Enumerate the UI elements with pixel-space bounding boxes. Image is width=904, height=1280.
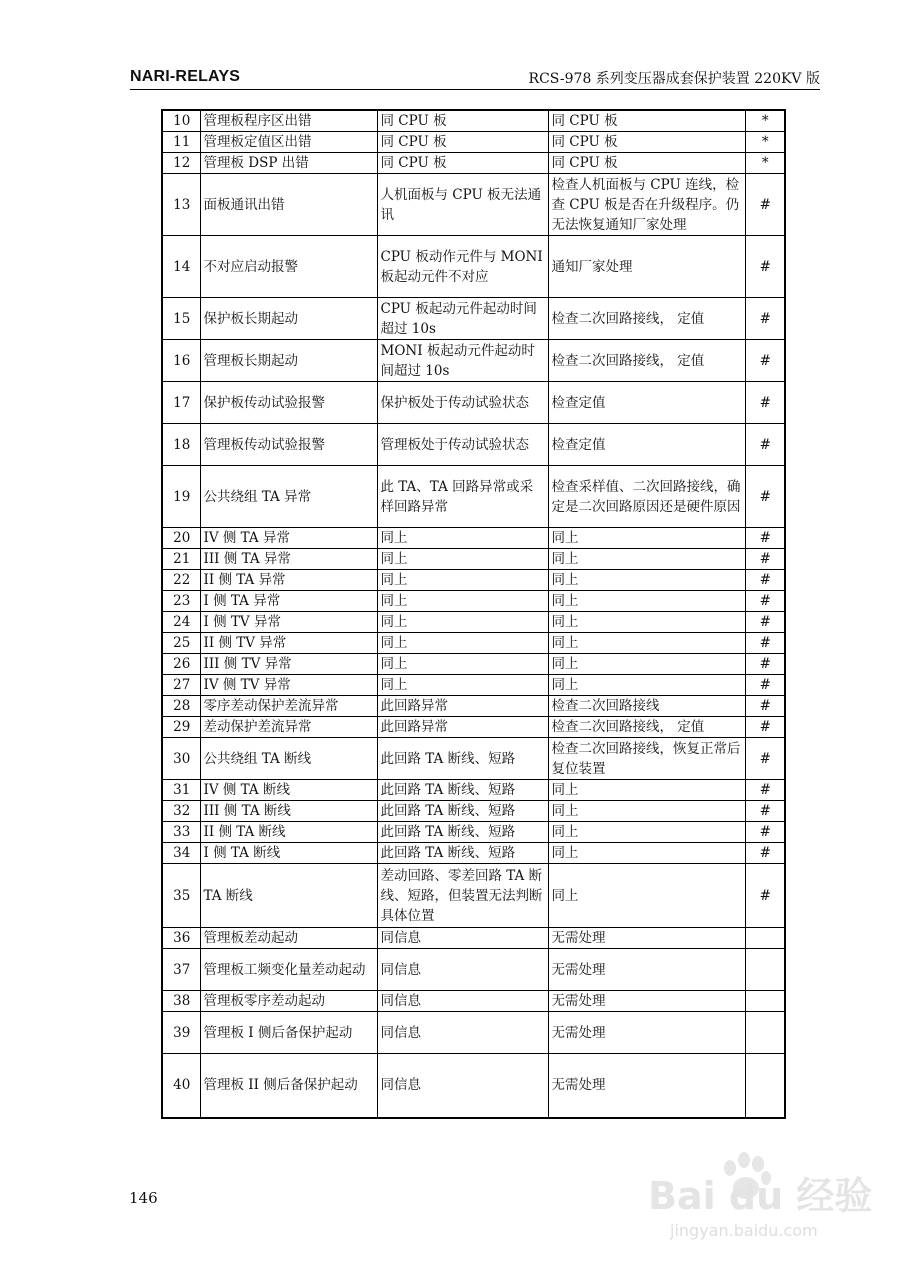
signal-name-cell: 保护板传动试验报警: [200, 382, 377, 424]
handling-action-cell: 同上: [548, 612, 745, 633]
table-row: [162, 466, 785, 528]
mark-symbol-cell: *: [745, 110, 785, 132]
row-number-cell: 26: [162, 654, 200, 675]
mark-symbol-cell: #: [745, 340, 785, 382]
fault-reason-cell: 此 TA、TA 回路异常或采样回路异常: [377, 466, 548, 528]
handling-action-cell: 无需处理: [548, 928, 745, 949]
table-row: [162, 928, 785, 949]
table-row: [162, 843, 785, 864]
table-row: [162, 1012, 785, 1054]
page-number: 146: [129, 1189, 158, 1207]
row-number-cell: 33: [162, 822, 200, 843]
handling-action-cell: 同上: [548, 675, 745, 696]
row-number-cell: 37: [162, 949, 200, 991]
signal-name-cell: I 侧 TA 异常: [200, 591, 377, 612]
row-number-cell: 10: [162, 110, 200, 132]
table-row: [162, 822, 785, 843]
mark-symbol-cell: #: [745, 382, 785, 424]
handling-action-cell: 检查二次回路接线， 定值: [548, 717, 745, 738]
mark-symbol-cell: #: [745, 174, 785, 236]
row-number-cell: 23: [162, 591, 200, 612]
table-row: [162, 591, 785, 612]
mark-symbol-cell: *: [745, 153, 785, 174]
row-number-cell: 15: [162, 298, 200, 340]
handling-action-cell: 检查二次回路接线， 定值: [548, 340, 745, 382]
mark-symbol-cell: #: [745, 549, 785, 570]
table-row: [162, 864, 785, 928]
mark-symbol-cell: #: [745, 864, 785, 928]
fault-reason-cell: 此回路 TA 断线、短路: [377, 738, 548, 780]
handling-action-cell: 同上: [548, 801, 745, 822]
handling-action-cell: 同上: [548, 864, 745, 928]
fault-reason-cell: 人机面板与 CPU 板无法通讯: [377, 174, 548, 236]
row-number-cell: 18: [162, 424, 200, 466]
table-row: [162, 675, 785, 696]
table-row: [162, 528, 785, 549]
handling-action-cell: 同上: [548, 843, 745, 864]
row-number-cell: 39: [162, 1012, 200, 1054]
fault-reason-cell: 同信息: [377, 1054, 548, 1118]
row-number-cell: 20: [162, 528, 200, 549]
row-number-cell: 35: [162, 864, 200, 928]
fault-reason-cell: 同 CPU 板: [377, 110, 548, 132]
signal-name-cell: TA 断线: [200, 864, 377, 928]
mark-symbol-cell: [745, 928, 785, 949]
row-number-cell: 24: [162, 612, 200, 633]
table-row: [162, 340, 785, 382]
row-number-cell: 31: [162, 780, 200, 801]
watermark-url: jingyan.baidu.com: [670, 1221, 818, 1240]
table-row: [162, 654, 785, 675]
mark-symbol-cell: #: [745, 801, 785, 822]
row-number-cell: 13: [162, 174, 200, 236]
mark-symbol-cell: #: [745, 696, 785, 717]
fault-reason-cell: 同 CPU 板: [377, 153, 548, 174]
fault-reason-cell: 管理板处于传动试验状态: [377, 424, 548, 466]
fault-reason-cell: CPU 板起动元件起动时间超过 10s: [377, 298, 548, 340]
row-number-cell: 14: [162, 236, 200, 298]
fault-reason-cell: 此回路异常: [377, 717, 548, 738]
mark-symbol-cell: #: [745, 612, 785, 633]
table-row: [162, 612, 785, 633]
mark-symbol-cell: #: [745, 738, 785, 780]
signal-name-cell: 公共绕组 TA 异常: [200, 466, 377, 528]
signal-name-cell: II 侧 TA 异常: [200, 570, 377, 591]
table-row: [162, 382, 785, 424]
handling-action-cell: 检查采样值、二次回路接线，确定是二次回路原因还是硬件原因: [548, 466, 745, 528]
signal-name-cell: III 侧 TA 异常: [200, 549, 377, 570]
alarm-table: [161, 109, 786, 1119]
fault-reason-cell: 同上: [377, 528, 548, 549]
handling-action-cell: 同上: [548, 780, 745, 801]
table-row: [162, 738, 785, 780]
mark-symbol-cell: #: [745, 675, 785, 696]
signal-name-cell: IV 侧 TV 异常: [200, 675, 377, 696]
row-number-cell: 32: [162, 801, 200, 822]
mark-symbol-cell: #: [745, 654, 785, 675]
handling-action-cell: 同 CPU 板: [548, 153, 745, 174]
fault-reason-cell: 同上: [377, 570, 548, 591]
fault-reason-cell: 同信息: [377, 1012, 548, 1054]
signal-name-cell: 差动保护差流异常: [200, 717, 377, 738]
row-number-cell: 21: [162, 549, 200, 570]
handling-action-cell: 通知厂家处理: [548, 236, 745, 298]
mark-symbol-cell: [745, 991, 785, 1012]
row-number-cell: 22: [162, 570, 200, 591]
fault-reason-cell: 同上: [377, 591, 548, 612]
signal-name-cell: 管理板定值区出错: [200, 132, 377, 153]
fault-reason-cell: 同信息: [377, 928, 548, 949]
table-row: [162, 633, 785, 654]
mark-symbol-cell: #: [745, 822, 785, 843]
handling-action-cell: 检查人机面板与 CPU 连线，检查 CPU 板是否在升级程序。仍无法恢复通知厂家处理: [548, 174, 745, 236]
row-number-cell: 40: [162, 1054, 200, 1118]
mark-symbol-cell: #: [745, 591, 785, 612]
table-row: [162, 110, 785, 132]
fault-reason-cell: 同上: [377, 633, 548, 654]
fault-reason-cell: 同信息: [377, 949, 548, 991]
row-number-cell: 16: [162, 340, 200, 382]
table-row: [162, 549, 785, 570]
signal-name-cell: 零序差动保护差流异常: [200, 696, 377, 717]
fault-reason-cell: 此回路 TA 断线、短路: [377, 843, 548, 864]
signal-name-cell: 管理板差动起动: [200, 928, 377, 949]
signal-name-cell: 保护板长期起动: [200, 298, 377, 340]
fault-reason-cell: 此回路异常: [377, 696, 548, 717]
table-row: [162, 801, 785, 822]
handling-action-cell: 同上: [548, 633, 745, 654]
signal-name-cell: III 侧 TA 断线: [200, 801, 377, 822]
mark-symbol-cell: #: [745, 298, 785, 340]
fault-reason-cell: 同上: [377, 675, 548, 696]
signal-name-cell: 管理板程序区出错: [200, 110, 377, 132]
fault-reason-cell: MONI 板起动元件起动时间超过 10s: [377, 340, 548, 382]
signal-name-cell: II 侧 TV 异常: [200, 633, 377, 654]
fault-reason-cell: 同上: [377, 654, 548, 675]
row-number-cell: 12: [162, 153, 200, 174]
row-number-cell: 30: [162, 738, 200, 780]
table-row: [162, 424, 785, 466]
mark-symbol-cell: #: [745, 633, 785, 654]
signal-name-cell: 管理板 II 侧后备保护起动: [200, 1054, 377, 1118]
signal-name-cell: 管理板长期起动: [200, 340, 377, 382]
signal-name-cell: 管理板 I 侧后备保护起动: [200, 1012, 377, 1054]
table-row: [162, 991, 785, 1012]
table-row: [162, 132, 785, 153]
signal-name-cell: 面板通讯出错: [200, 174, 377, 236]
fault-reason-cell: 此回路 TA 断线、短路: [377, 822, 548, 843]
signal-name-cell: 管理板零序差动起动: [200, 991, 377, 1012]
signal-name-cell: IV 侧 TA 异常: [200, 528, 377, 549]
mark-symbol-cell: #: [745, 528, 785, 549]
fault-reason-cell: 同上: [377, 612, 548, 633]
signal-name-cell: IV 侧 TA 断线: [200, 780, 377, 801]
row-number-cell: 27: [162, 675, 200, 696]
fault-reason-cell: 保护板处于传动试验状态: [377, 382, 548, 424]
table-row: [162, 236, 785, 298]
handling-action-cell: 检查定值: [548, 424, 745, 466]
handling-action-cell: 检查二次回路接线: [548, 696, 745, 717]
handling-action-cell: 无需处理: [548, 949, 745, 991]
mark-symbol-cell: *: [745, 132, 785, 153]
fault-reason-cell: 同信息: [377, 991, 548, 1012]
handling-action-cell: 无需处理: [548, 991, 745, 1012]
table-row: [162, 570, 785, 591]
handling-action-cell: 同上: [548, 570, 745, 591]
mark-symbol-cell: #: [745, 570, 785, 591]
signal-name-cell: 管理板工频变化量差动起动: [200, 949, 377, 991]
watermark-brand: Bai du 经验: [648, 1174, 873, 1218]
table-row: [162, 1054, 785, 1118]
row-number-cell: 38: [162, 991, 200, 1012]
alarm-table-body: [162, 110, 785, 1118]
fault-reason-cell: 此回路 TA 断线、短路: [377, 780, 548, 801]
handling-action-cell: 同 CPU 板: [548, 110, 745, 132]
signal-name-cell: III 侧 TV 异常: [200, 654, 377, 675]
handling-action-cell: 无需处理: [548, 1054, 745, 1118]
mark-symbol-cell: #: [745, 780, 785, 801]
table-row: [162, 717, 785, 738]
handling-action-cell: 检查定值: [548, 382, 745, 424]
handling-action-cell: 无需处理: [548, 1012, 745, 1054]
mark-symbol-cell: #: [745, 466, 785, 528]
row-number-cell: 11: [162, 132, 200, 153]
header-title: RCS-978 系列变压器成套保护装置 220KV 版: [528, 71, 820, 87]
handling-action-cell: 同上: [548, 654, 745, 675]
signal-name-cell: 公共绕组 TA 断线: [200, 738, 377, 780]
table-row: [162, 780, 785, 801]
row-number-cell: 36: [162, 928, 200, 949]
handling-action-cell: 检查二次回路接线， 定值: [548, 298, 745, 340]
mark-symbol-cell: #: [745, 717, 785, 738]
handling-action-cell: 同上: [548, 528, 745, 549]
fault-reason-cell: CPU 板动作元件与 MONI 板起动元件不对应: [377, 236, 548, 298]
fault-reason-cell: 此回路 TA 断线、短路: [377, 801, 548, 822]
signal-name-cell: I 侧 TA 断线: [200, 843, 377, 864]
mark-symbol-cell: [745, 949, 785, 991]
fault-reason-cell: 差动回路、零差回路 TA 断线、短路，但装置无法判断具体位置: [377, 864, 548, 928]
row-number-cell: 29: [162, 717, 200, 738]
row-number-cell: 17: [162, 382, 200, 424]
row-number-cell: 19: [162, 466, 200, 528]
signal-name-cell: I 侧 TV 异常: [200, 612, 377, 633]
signal-name-cell: 管理板 DSP 出错: [200, 153, 377, 174]
row-number-cell: 34: [162, 843, 200, 864]
mark-symbol-cell: #: [745, 236, 785, 298]
handling-action-cell: 同上: [548, 822, 745, 843]
handling-action-cell: 同 CPU 板: [548, 132, 745, 153]
signal-name-cell: II 侧 TA 断线: [200, 822, 377, 843]
row-number-cell: 25: [162, 633, 200, 654]
header-rule: [130, 89, 820, 90]
table-row: [162, 696, 785, 717]
handling-action-cell: 检查二次回路接线，恢复正常后复位装置: [548, 738, 745, 780]
row-number-cell: 28: [162, 696, 200, 717]
baidu-watermark: [640, 1150, 873, 1250]
handling-action-cell: 同上: [548, 549, 745, 570]
fault-reason-cell: 同 CPU 板: [377, 132, 548, 153]
fault-reason-cell: 同上: [377, 549, 548, 570]
mark-symbol-cell: #: [745, 843, 785, 864]
mark-symbol-cell: [745, 1012, 785, 1054]
header-brand: NARI-RELAYS: [130, 68, 241, 85]
mark-symbol-cell: #: [745, 424, 785, 466]
mark-symbol-cell: [745, 1054, 785, 1118]
table-row: [162, 949, 785, 991]
signal-name-cell: 管理板传动试验报警: [200, 424, 377, 466]
signal-name-cell: 不对应启动报警: [200, 236, 377, 298]
table-row: [162, 174, 785, 236]
table-row: [162, 153, 785, 174]
table-row: [162, 298, 785, 340]
handling-action-cell: 同上: [548, 591, 745, 612]
